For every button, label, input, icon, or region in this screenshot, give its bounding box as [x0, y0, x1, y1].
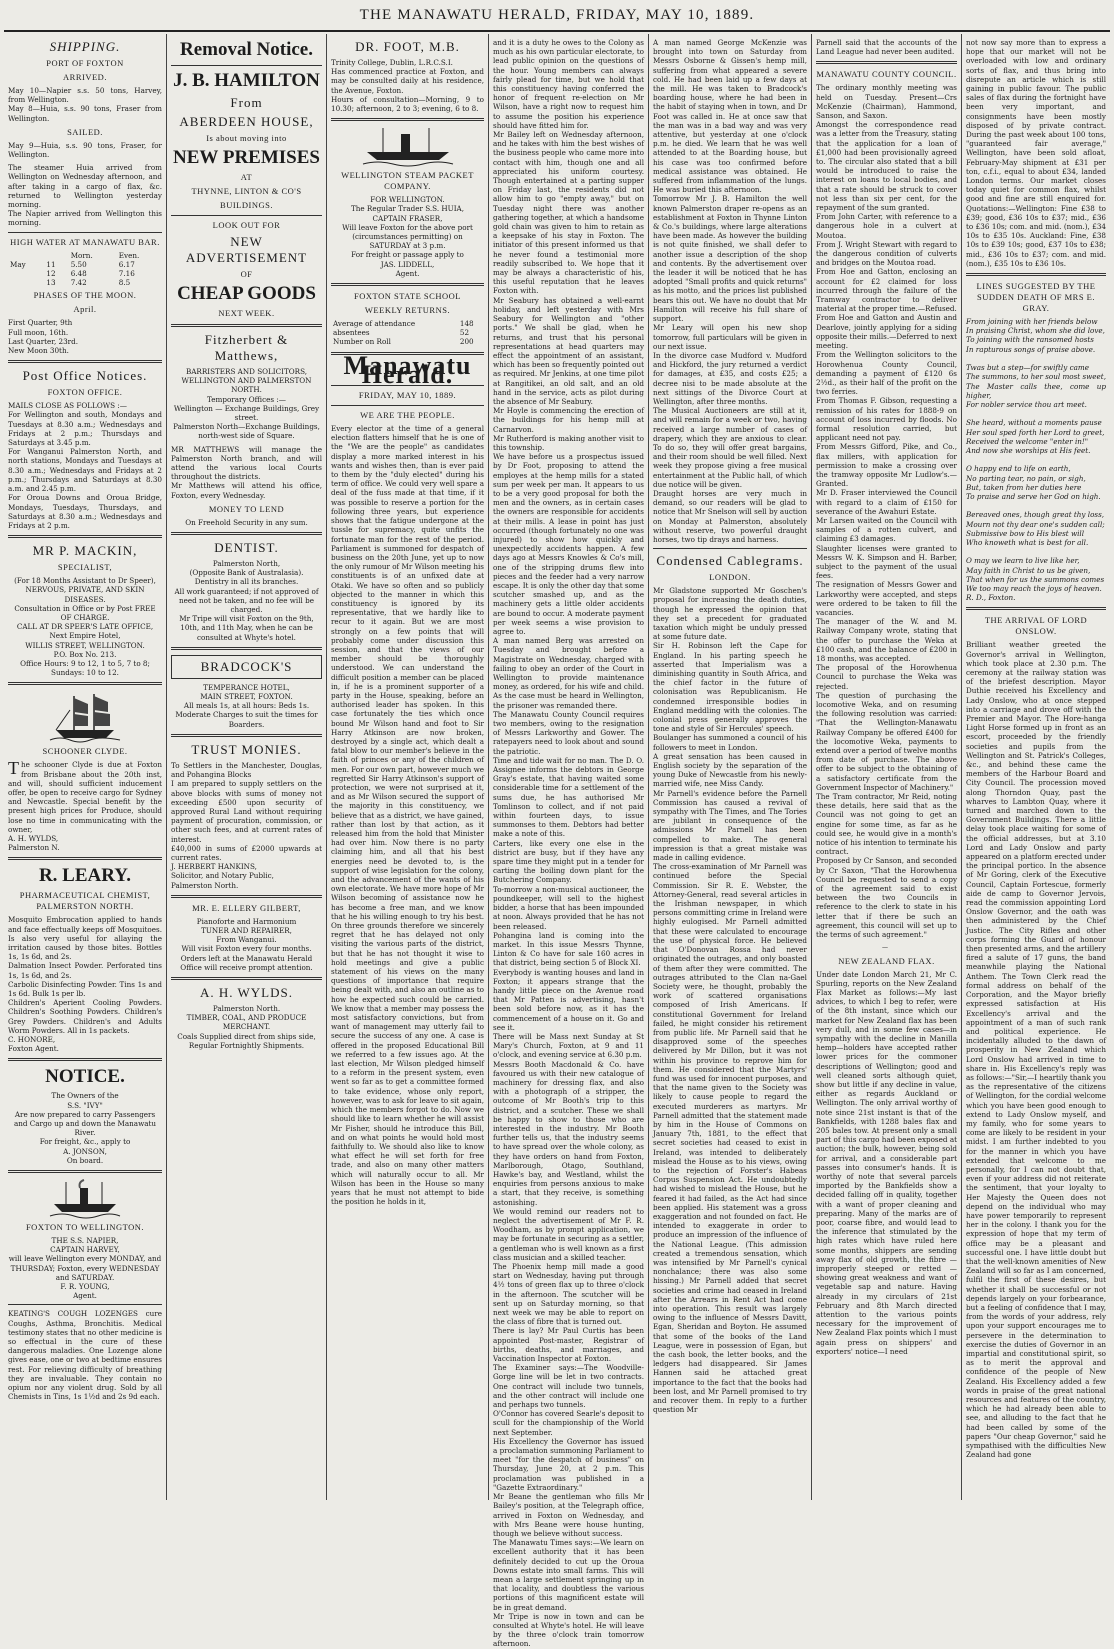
- hw-head: Even.: [118, 250, 140, 260]
- school-returns-table: [331, 319, 484, 347]
- school-row-value: 200: [459, 337, 474, 347]
- dr-foot-heading: DR. FOOT, M.B.: [355, 39, 460, 54]
- flax-heading: NEW ZEALAND FLAX.: [838, 955, 935, 966]
- shipping-heading: SHIPPING.: [49, 39, 121, 54]
- column-7: [962, 34, 1110, 1500]
- from-label: From: [230, 95, 263, 110]
- new-advertisement: NEW ADVERTISEMENT: [185, 234, 308, 265]
- hw-cell: May: [10, 259, 26, 269]
- notice-heading: NOTICE.: [45, 1066, 125, 1088]
- cablegrams-body: Mr Gladstone supported Mr Goschen's proposal for increasing the death duties, though he expressed the opinion that they set a precedent for graduated taxation which might be unduly pressed at some future date. Sir H. Robinson left the Cape for England. In his parting speech he asserted that Imperialism was a diminishing quantity in South Africa, and the chief factor in the future of colonisation was Republicanism. He condemned irresponsible bodies in England meddling with the colonies. The colonial press generally approves the tone and style of Sir Hercules' speech. Boulanger has summoned a council of his followers to meet in London. A great sensation has been caused in English society by the separation of the young Duke of Newcastle from his newly-married wife, nee Miss Candy. Mr Parnell's evidence before the Parnell Commission has caused a revival of sympathy with The Times, and The Tories are jubilant in consequence of the admissions Mr Parnell has been compelled to make. The general impression is that a great mistake was made in calling evidence. The cross-examination of Mr Parnell was continued before the Special Commission. Sir R. E. Webster, the Attorney-General, read several articles in the Irishman newspaper, in which persons committing crime in Ireland were highly eulogised. Mr Parnell admitted that these were calculated to encourage the use of physical force. He believed that O'Donovan Rossa had never originated the outrages, and only boasted of them after they were committed. The outrages attributed to the Clan na-Gael Society were, he thought, probably the work of scattered organisations composed of Irish Americans. If constitutional Government for Ireland failed, he might consider his retirement from public life. Mr Parnell said that he disapproved some of the speeches delivered by Mr Dillon, but it was not within his province to reprove him for them. He considered that the Martyrs' fund was used for innocent purposes, and that the name given to the Society was likely to cause people to regard the executed murderers as martyrs. Mr Parnell admitted that the statement made by him in the House of Commons on January 7th, 1881, to the effect that secret societies had ceased to exist in Ireland, was intended to deliberately mislead the House as to his views, owing to the rejection of Forster's Habeas Corpus Suspension Act. He undoubtedly had wished to mislead the House, but he feared it had failed, as the Act had since been applied. His statement was a gross exaggeration and not founded on fact. He intended to exaggerate in order to produce an impression of the influence of the National League. (This admission created a tremendous sensation, which was intensified by Mr Parnell's cynical nonchalance; there was also some hissing.) Mr Parnell added that secret societies and crime had ceased in Ireland after the Arrears in Rent Act had come into operation. This result was largely owing to the influence of Messrs Davitt, Egan, Sheridan and Boyton. He assumed that some of the books of the Land League, were in possession of Egan, but the cash book, the letter books, and the ledgers had disappeared. Sir James Hannen said he attached great importance to the fact that the books had been lost, and Mr Parnell promised to try and recover them. In reply to a further question Mr: [653, 586, 807, 1415]
- hw-head: [44, 251, 68, 260]
- school-sub: WEEKLY RETURNS.: [364, 305, 451, 316]
- mackin-heading: MR P. MACKIN,: [32, 543, 138, 559]
- paper-nameplate: Manawatu Herald.: [343, 350, 472, 389]
- onslow-heading: THE ARRIVAL OF LORD ONSLOW.: [984, 615, 1088, 637]
- wylds-body: Palmerston North. TIMBER, COAL, AND PRODUCE MERCHANT. Coals Supplied direct from ships side, Regular Fortnightly Shipments.: [177, 1003, 316, 1050]
- sailed-label: SAILED.: [67, 126, 103, 137]
- ship-illustration: [50, 690, 120, 742]
- column-1: [4, 34, 167, 1500]
- leary-heading: R. LEARY.: [38, 865, 132, 887]
- wsp-heading: WELLINGTON STEAM PACKET COMPANY.: [341, 170, 474, 192]
- leary-body: Mosquito Embrocation applied to hands and face effectually keeps off Mosquitoes. Is also very useful for allaying the irritation caused by those bites. Bottles 1s, 1s 6d, and 2s. Dalmation Insect Powder. Perforated tins 1s, 1s 6d, and 2s. Carbolic Disinfecting Powder. Tins 1s and 1s 6d. Bulk 1s per lb. Children's Aperient Cooling Powders. Children's Soothing Powders. Children's Grey Powders. Children's and Adults Worm Powders. All in 1s packets. C. HONORE, Foxton Agent.: [8, 915, 162, 1054]
- napier-heading: FOXTON TO WELLINGTON.: [25, 1222, 145, 1233]
- column-5: [649, 34, 812, 1500]
- editorial-heading: WE ARE THE PEOPLE.: [360, 410, 455, 421]
- money-body: On Freehold Security in any sum.: [185, 517, 308, 527]
- high-water-table: [8, 251, 162, 288]
- hw-cell: 12: [46, 269, 56, 279]
- hw-cell: 7.16: [118, 269, 135, 279]
- post-office-heading: Post Office Notices.: [22, 368, 148, 384]
- wylds-heading: A. H. WYLDS.: [199, 984, 293, 1000]
- local-news-continued: A man named George McKenzie was brought into town on Saturday from Messrs Osborne & Gissen's hemp mill, suffering from what appeared a severe cold. He had been laid up a few days at the mill. He was taken to Bradcock's boarding house, where he had been in the habit of staying when in town, and Dr Foot was called in. He at once saw that the man was in a bad way and was very attentive, but yesterday at one o'clock p.m. he died. We learn that he was well attended to at the Boarding house, but his case was too confirmed before medical assistance was obtained. He suffered from inflammation of the lungs. He was buried this afternoon. Tomorrow Mr J. B. Hamilton the well known Palmerston draper re-opens as an establishment at Foxton in Thynne Linton & Co.'s buildings, where large alterations have been made. As however the building is not quite finished, we shall defer to another issue a description of the shop and contents. By the advertisement over the leader it will be noticed that he has adopted "Small profits and quick returns" as his motto, and the prices list published bears this out. We have no doubt that Mr Hamilton will receive his full share of support. Mr Leary will open his new shop tomorrow, full particulars will be given in our next issue. In the divorce case Mudford v. Mudford and Hickford, the jury returned a verdict for damages, at £35, and costs £25; a decree nisi to be made absolute at the next sittings of the Divorce Court at Wellington, after three months. The Musical Auctioneers are still at it, and will remain for a week or two, having received a large number of cases of drapery, which they are anxious to clear. To do so, they will offer great bargains, and their room should be well filled. Next week they propose giving a free musical entertainment at the Public hall, of which due notice will be given. Draught horses are very much in demand, so our readers will be glad to notice that Mr Snelson will sell by auction on Monday at Palmerston, absolutely without reserve, two powerful draught horses, two tip drays and harness.: [653, 38, 807, 544]
- hw-cell: 7.42: [70, 278, 87, 288]
- moon-heading: PHASES OF THE MOON.: [33, 290, 137, 301]
- trust-body: To Settlers in the Manchester, Douglas, and Pohangina Blocks I am prepared to supply settlers on the above blocks with sums of money not exceeding £500 upon security of approved Rural Land without requiring payment of procuration, commission, or other such fees, and at current rates of interest. £40,000 in sums of £2000 upwards at current rates. J. HERBERT HANKINS, Solicitor, and Notary Public, Palmerston North.: [171, 760, 322, 890]
- dentist-body: Palmerston North, (Opposite Bank of Australasia). Dentistry in all its branches. All work guaranteed; if not approved of need not be taken, and no fee will be charged. Mr Tripe will visit Foxton on the 9th, 10th, and 11th May, when he can be consulted at Whyte's hotel.: [174, 559, 319, 642]
- county-council-body: The ordinary monthly meeting was held on Tuesday. Present—Crs McKenzie (Chairman), Hammond, Sanson, and Saxon. Amongst the correspondence read was a letter from the Treasury, stating that the application for a loan of £1,000 had been provisionally agreed to. The circular also stated that a bill would be introduced to raise the interest on loans to local bodies, and that a rate should be struck to cover not less than six per cent, for the repayment of the sum granted. From John Carter, with reference to a dangerous hole in a culvert at Moutoa. From J. Wright Stewart with regard to the dangerous condition of culverts and bridges on the Moutoa road. From Hoe and Gatton, enclosing an account for £2 claimed for loss incurred through the failure of the Tramway contractor to deliver material at the proper time.—Refused. From Hoe and Gatton and Austin and Dearlove, jointly applying for a siding opposite their mills.—Deferred to next meeting. From the Wellington solicitors to the Horowhenua County Council, demanding a payment of £120 6s 2½d., as their half of the profit on the two ferries. From Thomas F. Gibson, requesting a remission of his rates for 1888-9 on account of loss incurred by floods. No formal resolution carried, but applicant need not pay. From Messrs Gifford, Pike, and Co., flax millers, with application for permission to make a crossing over the tramway opposite Mr Ludlow's.—Granted. Mr D. Fraser interviewed the Council with regard to a claim of £150 for severance of the Awahuri Estate. Mr Larsen waited on the Council with samples of a rotten culvert, and claiming £3 damages. Slaughter licenses were granted to Messrs W. K. Simpson and H. Barber, subject to the payment of the usual fees. The resignation of Messrs Gower and Larkworthy were accepted, and steps were ordered to be taken to fill the vacancies. The manager of the W. and M. Railway Company wrote, stating that the offer to purchase the Weka at £100 cash, and the balance of £200 in 18 months, was accepted. The proposal of the Horowhenua Council to purchase the Weka was rejected. The question of purchasing the locomotive Weka, and on resuming the following resolution was carried: "That the Wellington-Manawatu Railway Company be offered £400 for the locomotive Weka, payments to extend over a period of twelve months from date of purchase. The above offer to be subject to the obtaining of a satisfactory certificate from the Government Inspector of Machinery." The Tram contractor, Mr Reid, noting these details, here said that as the Council was not going to get an engine for some time, as far as he could see, he would give in a month's notice of his intention to terminate his contract. Proposed by Cr Sanson, and seconded by Cr Saxon, "That the Horowhenua Council be requested to send a copy of the agreement said to exist between the two Councils in reference to the clerk to state in his letter that if there be such an agreement, this council will set up to the terms of such agreement.": [816, 83, 957, 940]
- school-heading: FOXTON STATE SCHOOL: [354, 291, 461, 302]
- hw-head: [8, 251, 44, 260]
- wsp-body: FOR WELLINGTON. The Regular Trader S.S. HUIA, CAPTAIN FRASER, Will leave Foxton for the above port (circumstances permitting) on SATURDAY at 3 p.m. For freight or passage apply to JAS. LIDDELL, Agent.: [342, 195, 473, 278]
- buildings-label: BUILDINGS.: [220, 200, 273, 210]
- bradcock-body: TEMPERANCE HOTEL, MAIN STREET, FOXTON. All meals 1s, at all hours: Beds 1s. Moderate Charges to suit the times for Boarders.: [175, 682, 318, 729]
- hw-cell: [8, 278, 44, 287]
- post-office-body: MAILS CLOSE AS FOLLOWS :— For Wellington and south, Mondays and Tuesdays at 8.30 a.m.; Wednesdays and Fridays at 2 p.m.; Thursdays and Saturdays at 3.45 p.m. For Wanganui Palmerston North, and north stations, Mondays and Tuesdays at 8.30 a.m.; Wednesdays and Fridays at 2 p.m.; Thursdays and Saturdays at 8.30 a.m. and 2.45 p.m. For Oroua Downs and Oroua Bridge, Mondays, Tuesdays, Thursdays, and Saturdays at 8.30 a.m.; Wednesdays and Fridays at 2 p.m.: [8, 401, 162, 530]
- keating-ad: KEATING'S COUGH LOZENGES cure Coughs, Asthma, Bronchitis. Medical testimony states that no other medicine is so effectual in the cure of these dangerous maladies. One Lozenge alone gives ease, one or two at bedtime ensures rest. For relieving difficulty of breathing they are invaluable. They contain no opium nor any violent drug. Sold by all Chemists in Tins, 1s 1½d and 2s 9d each.: [8, 1309, 162, 1402]
- flax-continued: not now say more than to express a hope that our market will not be overloaded with low and ordinary sorts of flax, and thus bring into disrepute an article which is still gaining in public favour. The public sales of flax during the fortnight have been very important, and consignments have been mostly disposed of by private contract. During the past week about 100 tons, "guaranteed fair average," Wellington, have been sold afloat, February-May shipment at £31 per ton, c.f.i., equal to about £34, landed London terms. Our market closes today quiet for common flax, whilst good and fine are still enquired for. Quotations:—Wellington: Fine £38 to £39; good, £36 10s to £37; mid., £36 to £36 10s; com. and mid. (nom.), £34 10s to £35 10s. Auckland: Fine, £38 10s to £39 10s; good, £37 10s to £38; mid., £36 10s to £37; com. and mid. (nom.), £35 10s to £36 10s.: [966, 38, 1106, 268]
- cablegrams-tail: Parnell said that the accounts of the Land League had never been audited.: [816, 38, 957, 57]
- of-label: OF: [240, 269, 253, 279]
- fitzherbert-heading: Fitzherbert & Matthews,: [204, 332, 289, 363]
- notice-body: The Owners of the S.S. "IVY" Are now prepared to carry Passengers and Cargo up and down the Manawatu River. For freight, &c., apply to A. JONSON, On board.: [13, 1091, 157, 1165]
- school-row-label: absentees: [333, 328, 370, 338]
- hamilton-name: J. B. HAMILTON: [173, 70, 320, 91]
- port-heading: PORT OF FOXTON: [46, 58, 124, 68]
- trust-heading: TRUST MONIES.: [191, 741, 302, 757]
- schooner-body: The schooner Clyde is due at Foxton from Brisbane about the 20th inst, and will, should sufficient inducement offer, be open to receive cargo for Sydney and Newcastle. Special benefit by the present high prices for Produce, should lose no time in communicating with the owner, A. H. WYLDS, Palmerston N.: [8, 758, 162, 853]
- steamer-illustration: [50, 1178, 120, 1218]
- napier-body: THE S.S. NAPIER, CAPTAIN HARVEY, will leave Wellington every MONDAY, and THURSDAY; Foxton, every WEDNESDAY and SATURDAY. F. R. YOUNG, Agent.: [8, 1236, 162, 1301]
- steamer-note: The steamer Huia arrived from Wellington on Wednesday afternoon, and after taking in a cargo of flax, &c. returned to Wellington yesterday morning. The Napier arrived from Wellington this morning.: [8, 163, 162, 228]
- hw-cell: 13: [46, 278, 56, 288]
- cablegrams-place: LONDON.: [709, 572, 751, 583]
- next-week: NEXT WEEK.: [218, 308, 275, 318]
- moon-month: April.: [73, 304, 97, 315]
- schooner-heading: SCHOONER CLYDE.: [42, 746, 128, 757]
- gilbert-body: Pianoforte and Harmonium TUNER AND REPAIRER, From Wanganui. Will visit Foxton every four months. Orders left at the Manawatu Herald Office will receive prompt attention.: [180, 916, 313, 972]
- sailed-list: May 9—Huia, s.s. 90 tons, Fraser, for Wellington.: [8, 140, 162, 160]
- lookout-label: LOOK OUT FOR: [212, 220, 281, 230]
- school-row-value: 148: [459, 319, 474, 329]
- hw-head: Morn.: [70, 250, 93, 260]
- column-6: Parnell said that the accounts of the Land League had never been audited. MANAWATU COUNTY COUNCIL. The ordinary monthly meeting was held on Tuesday. Present—Crs McKenzie (Chairman), Hammond, Sanson, and Saxon. Amongst the correspondence read was a letter from the Treasury, stating that the application for a loan of £1,000 had been provisionally agreed to. The circular also stated that a bill would be introduced to raise the interest on loans to local bodies, and that a rate should be struck to cover not less than six per cent, for the repayment of the sum granted. From John Carter, with reference to a dangerous hole in a culvert at Moutoa. From J. Wright Stewart with regard to the dangerous condition of culverts and bridges on the Moutoa road. From Hoe and Gatton, enclosing an account for £2 claimed for loss incurred through the failure of the Tramway contractor to deliver material at the proper time.—Refused. From Hoe and Gatton and Austin and Dearlove, jointly applying for a siding opposite their mills.—Deferred to next meeting. From the Wellington solicitors to the Horowhenua County Council, demanding a payment of £120 6s 2½d., as their half of the profit on the two ferries. From Thomas F. Gibson, requesting a remission of his rates for 1888-9 on account of loss incurred by floods. No formal resolution carried, but applicant need not pay. From Messrs Gifford, Pike, and Co., flax millers, with application for permission to make a crossing over the tramway opposite Mr Ludlow's.—Granted. Mr D. Fraser interviewed the Council with regard to a claim of £150 for severance of the Awahuri Estate. Mr Larsen waited on the Council with samples of a rotten culvert, and claiming £3 damages. Slaughter licenses were granted to Messrs W. K. Simpson and H. Barber, subject to the payment of the usual fees. The resignation of Messrs Gower and Larkworthy were accepted, and steps were ordered to be taken to fill the vacancies. The manager of the W. and M. Railway Company wrote, stating that the offer to purchase the Weka at £100 cash, and the balance of £200 in 18 months, was accepted. The proposal of the Horowhenua Council to purchase the Weka was rejected. The question of purchasing the locomotive Weka, and on resuming the following resolution was carried: "That the Wellington-Manawatu Railway Company be offered £400 for the locomotive Weka, payments to extend over a period of twelve months from date of purchase. The above offer to be subject to the obtaining of a satisfactory certificate from the Government Inspector of Machinery." The Tram contractor, Mr Reid, noting these details, here said that as the Council was not going to get an engine for some time, as far as he could see, he would give in a month's notice of his intention to terminate his contract. Proposed by Cr Sanson, and seconded by Cr Saxon, "That the Horowhenua Council be requested to send a copy of the agreement said to exist between the two Councils in reference to the clerk to state in his letter that if there be such an agreement, this council will set up to the terms of such agreement." — NEW ZEALAND FLAX. Under date London March 21, Mr C. Spurling, reports on the New Zealand Flax Market as follows:—My last advices, to which I beg to refer, were of the 8th instant, since which our market for New Zealand flax has been very dull, and in some few cases—in sympathy with the decline in Manilla hemp—holders have accepted rather lower prices for the commoner descriptions of Wellington; good and well cleaned sorts although quiet, show but little if any decline in value, either as regards Auckland or Wellington. The only arrival worthy of note since 21st instant is that of the Bankfields, with 1288 bales flax and 205 bales tow. At present only a small part of this cargo had been exposed at auction; the bulk, however, being sold for arrival, and a considerable part passes into consumer's hands. It is worthy of note that several parcels imported by the Bankfields show a decided falling off in quality, together with a want of proper cleaning and preparing. Many of the marks are of poor, coarse fibre, and would lead to the inference that stimulated by the high rates which have ruled here some months, shippers are sending away flax of old growth, the fibre — improperly steeped or retted — showing great weakness and want of vegetable sap and nature. Having already in my circulars of 21st February and 8th March directed attention to the various points necessary for the improvement of New Zealand Flax points which I must again press on shippers' and exporters' notice—I need: [812, 34, 962, 1500]
- county-council-heading: MANAWATU COUNTY COUNCIL.: [816, 69, 957, 80]
- column-2: [167, 34, 327, 1500]
- arrived-list: May 10—Napier s.s. 50 tons, Harvey, from Wellington. May 8—Huia, s.s. 90 tons, Fraser from Wellington.: [8, 86, 162, 123]
- column-3: [327, 34, 489, 1500]
- moving-label: Is about moving into: [206, 133, 287, 143]
- bradcock-heading: BRADCOCK'S: [171, 655, 322, 679]
- hw-cell: [8, 269, 44, 278]
- steam-packet-illustration: [363, 126, 453, 166]
- new-premises: NEW PREMISES: [173, 147, 320, 168]
- leary-sub: PHARMACEUTICAL CHEMIST, PALMERSTON NORTH.: [19, 890, 151, 912]
- cheap-goods: CHEAP GOODS: [177, 283, 316, 304]
- mackin-sub: SPECIALIST,: [57, 562, 113, 573]
- poem-heading: LINES SUGGESTED BY THE SUDDEN DEATH OF MRS E. GRAY.: [976, 281, 1096, 314]
- moon-phases: First Quarter, 9th Full moon, 16th. Last Quarter, 23rd. New Moon 30th.: [8, 318, 78, 356]
- school-row-value: 52: [459, 328, 470, 338]
- cablegrams-heading: Condensed Cablegrams.: [656, 553, 804, 569]
- hw-cell: 6.48: [70, 269, 87, 279]
- aberdeen-house: ABERDEEN HOUSE,: [179, 114, 314, 129]
- money-heading: MONEY TO LEND: [208, 503, 285, 514]
- removal-heading: Removal Notice.: [180, 39, 313, 60]
- hw-cell: 6.17: [118, 259, 135, 269]
- hw-cell: 5.50: [70, 259, 87, 269]
- editorial-body: Every elector at the time of a general election flatters himself that he is one of the "We are the people" as candidates display a more marked interest in his wants and wishes then, than is ever paid to them by the "duly elected" during his term of office. We could very well spare a deal of the fuss made at that time, if it was possible to reserve a portion for the following three years, but experience shows that the fatigue undergone at the tussle for supremacy, quite unfits the fortunate man for the rest of the period. Parliament is summoned for despatch of business on the 20th June, yet up to now the only rumour of Mr Wilson meeting his constituents is of an unfixed date at Otaki. We have so often and so publicly objected to the manner in which this constituency is ignored by its representative, that we hardly like to recur to it again. But we are most strongly on a few points that will probably come under discussion this session, and that the views of our member should be thoroughly understood. We can understand the difficult position a member can be placed in, if he is a prominent supporter of a party in the House, speaking, before an authorised leader has spoken. In this case fortunately the ties which once bound Mr Wilson hand and foot to Sir Harry Atkinson are now broken, destroyed by a single act, which dealt a fatal blow to our member's believe in the faith of princes or any of the children of men. For our own part, however much we regretted Sir Harry Atkinson's support of protection, we were not surprised at it, and as Mr Wilson secured the support of the majority in this constituency, we believe that as a district, we have gained, rather than lost by that action, as it released him from the hold that Minister had over him. Now there is no party claiming him, and all that his best energies need be devoted to, is the support of wise legislation for the colony, and the advancement of the wants of his own electorate. We have more hope of Mr Wilson becoming of assistance now he has become a free man, and we know that he his willing enough to try his best. On three grounds therefore we sincerely regret that he has delayed not only visiting the various parts of the district, but that he has not thought it wise to hold meetings and give a public statement of his views on the many questions of importance that require being dealt with, and also an outline as to how he expected such could be carried. We know that a member may possess the most satisfactory convictions, but from want of management may utterly fail to secure the success of any one. A case is offered in the proposed Educational Bill we referred to a few issues ago. At the last election, Mr Wilson pledged himself to a reform in the present system, even went so far as to get a committee formed to take evidence, whose only report, however, was to ask for leave to sit again, which the members forgot to do. Now we should like to learn whether he will assist Mr Fisher, should he introduce this Bill, and on what points he would hold most faithfully to. We should also like to know what effect he will set forth for free trade, and also on many other matters which will naturally occur to all. Mr Wilson has been in the House so many years that he must not attempt to bide the position he holds in it,: [331, 424, 485, 1207]
- thynne-label: THYNNE, LINTON & CO'S: [191, 186, 302, 196]
- mackin-body: (For 18 Months Assistant to Dr Speer), NERVOUS, PRIVATE, AND SKIN DISEASES. Consultation in Office or by Post FREE OF CHARGE. CALL AT DR SPEER'S LATE OFFICE, Next Empire Hotel, WILLIS STREET, WELLINGTON. P.O. Box No. 213. Office Hours: 9 to 12, 1 to 5, 7 to 8; Sundays: 10 to 12.: [14, 576, 156, 678]
- post-office-sub: FOXTON OFFICE.: [47, 387, 123, 398]
- local-news: and it is a duty he owes to the Colony as much as his own particular electorate, to lead public opinion on the questions of the hour. Young members can always fairly plead for time, but we hold that this constituency having conferred the honor of frequent re-election on Mr Wilson, have a right now to request him to assume the position his experience should have fitted him for. Mr Bailey left on Wednesday afternoon, and he takes with him the best wishes of the business people who came more into contact with him, though one and all appreciated his uniform courtesy. Though entertained at a parting supper on Friday last, the residents did not allow him to go "empty away," but on Tuesday night there was another gathering together, at which a handsome gold chain was given to him to retain as a keepsake of his stay in Foxton. The initiator of this present informed us that he never found a testimonial more readily subscribed to. We hope that it may be always a characteristic of his, this useful reputation that he leaves Foxton with. Mr Seabury has obtained a well-earnt holiday, and left yesterday with Mrs Seabury for Wellington and "other ports." We shall be glad, when he returns, and trust that his personal representations at head quarters may effect the appointment of an assistant, which has been so frequently pointed out as required. Mr Jenkins, at one time pilot at Rangitikei, an old salt, and an old hand in the service, acts as pilot during the absence of Mr Seabury. Mr Hoyle is commencing the erection of the buildings for his hemp mill at Carnarvon. Mr Rutherford is making another visit to this township. We have before us a prospectus issued by Dr Foot, proposing to attend the employes at the hemp mills for a stated sum per week per man. It appears to us to be a very good proposal for both the men and the owners, as in certain cases the owners are responsible for accidents at their mills. A lease in point has just occurred (though fortunately no one was injured) to show how quickly and unexpectedly accidents happen. A few days ago at Messrs Knowles & Co's mill, one of the stripping drums flew into pieces and the feeder had a very narrow escape. It is only the other day that some scutcher smashed up, and as the machinery gets a little older accidents are bound to occur. A moderate payment per week seems a wise provision to agree to. A man named Berg was arrested on Tuesday and brought before a Magistrate on Wednesday, charged with failing to obey an order of the Court in Wellington to provide maintenance money, as ordered, for his wife and child. As the case must be heard in Wellington, the prisoner was remanded there. The Manawatu County Council requires two members, owing to the resignation of Messrs Larkworthy and Gower. The ratepayers need to look about and sound the patriotic. Time and tide wait for no man. The D. O. Assignee informs the debtors in George Gray's estate, that having waited some considerable time for a settlement of the sums due, he has authorised Mr Tomlinson to collect, and if not paid within fourteen days, to issue summonses to them. Debtors had better make a note of this. Carters, like every one else in the district are busy, but if they have any spare time they might put in a tender for carting the boiling down plant for the Butchering Company. To-morrow a non-musical auctioneer, the poundkeeper, will sell to the highest bidder, a horse that has been impounded at noon. Always provided that he has not been released. Pohangina land is coming into the market. In this issue Messrs Thynne, Linton & Co have for sale 160 acres in that district, being section 5 of Block XI. Everybody is wanting houses and land in Foxton; it appears strange that the handy little piece on the Avenue road that Mr Patten is advertising, hasn't been sold before now, as it has the commencement of a house on it. Go and see it. There will be Mass next Sunday at St Mary's Church, Foxton, at 9 and 11 o'clock, and evening service at 6.30 p.m. Messrs Booth Macdonald & Co. have favoured us with their new catalogue of machinery for dressing flax, and also with a photograph of a stripper, the outcome of Mr Booth's trip to this district, and a scutcher. These we shall be happy to show to those who are interested in the industry. Mr Booth further tells us, that the industry seems to have spread over the whole colony, as they have orders on hand from Foxton, Marlborough, Otago, Southland, Hawke's bay, and Westland, whilst the enquiries from persons anxious to make a start, that they receive, is something astonishing. We would remind our readers not to neglect the advertisement of Mr F. R. Woodham, as by prompt application, we may be fortunate in securing as a settler, a gentleman who is well known as a first class musician and a skilled teacher. The Phoenix hemp mill made a good start on Wednesday, having put through 4½ tons of green flax up to three o'clock in the afternoon. The scutcher will be sent up on Saturday morning, so that next week we may be able to report on the class of fibre that is turned out. There is lay? Mr Paul Curtis has been appointed Post-master, Registrar of births, deaths, and marriages, and Vaccination Inspector at Foxton. The Examiner says:—The Woodville-Gorge line will be let in two contracts. One contract will include two tunnels, and the other contract will include one and perhaps two tunnels. O'Connor has covered Searle's deposit to scull for the championship of the World next September. His Excellency the Governor has issued a proclamation summoning Parliament to meet "for the despatch of business" on Thursday, June 20, at 2 p.m. This proclamation was published in a "Gazette Extraordinary." Mr Beane the gentleman who fills Mr Bailey's position, at the Telegraph office, arrived in Foxton on Wednesday, and with Mrs Beane were house hunting, though we believe without success. The Manawatu Times says:—We learn on excellent authority that it has been definitely decided to cut up the Oroua Downs estate into small farms. This will mean a large settlement springing up in that locality, and doubtless the various portions of this magnificent estate will be in great demand. Mr Tripe is now in town and can be consulted at Whyte's hotel. He will leave by the three o'clock train tomorrow afternoon.: [493, 38, 644, 1649]
- onslow-body: Brilliant weather greeted the Governor's arrival in Wellington, which took place at 2.30 p.m. The ceremony at the railway station was of the briefest description. Mayor Duthie received his Excellency and Lady Onslow, who at once stepped into a carriage and drove off with the Premier and Mayor. The Hore-hanga Light Horse formed up in front as an escort, proceeded by the friendly societies and pupils from the Wellington and St. Patrick's Colleges, &c., and behind these came the members of the Harbour Board and City Council. The procession moved along Thorndon Quay, past the wharves to Lambton Quay, where it turned and marched down to the Government Buildings. There a little delay took place waiting for some of the official addresses, but at 3.10 Lord and Lady Onslow and party appeared on a platform erected under the principal portico. In the absence of Mr Goring, clerk of the Executive Council, Captain Fortescue, formerly aide de camp to Governor Jervois, read the commission appointing Lord Onslow Governor, and the oath was then administered by the Chief Justice. The City Rifles and other corps forming the Guard of honour then presented arms, and the artillery fired a salute of 17 guns, the band meanwhile playing the National Anthem. The Town Clerk read the formal address on behalf of the Corporation, and the Mayor briefly expressed satisfaction at His Excellency's arrival and the appointment of a man of such rank and political experience. He incidentally alluded to the dawn of prosperity in New Zealand which Lord Onslow had arrived in time to share in. His Excellency's reply was as follows:—"Sir,—I heartily thank you as the representative of the citizens of Wellington, for the cordial welcome which you have been good enough to extend to Lady Onslow myself, and my family, who for some years to come are likely to be resident in your midst. I am further indebted to you for the manner in which you have extended that welcome to me personally, for I can not doubt that, even if your address did not reiterate the sentiment, that your loyalty to Her Majesty the Queen does not depend on the individual who may have power temporarily to represent her in the colony. I thank you for the expression of hope that my term of office may be a pleasant and successful one. I have little doubt but that the well-known amenities of New Zealand will so far as I am concerned, fulfil the first of these desires, but whether it shall be successful or not depends largely on your forbearance, but a feeling of confidence that I may, from the words of your address, rely upon your support encourages me to persevere in the determination to exercise the duties of Governor in an impartial and constitutional spirit, so as to merit the approval and confidence of the people of New Zealand. His Excellency added a few words in praise of the great national resources and features of the country, which he had already been able to see, and alluding to the fact that he had been called by some of the papers "Our cheap Governor," said he sympathised with the difficulties New Zealand had gone: [966, 640, 1106, 1460]
- hw-cell: 8.5: [118, 278, 131, 288]
- gilbert-heading: MR. E. ELLERY GILBERT,: [192, 902, 301, 913]
- column-4: [489, 34, 649, 1649]
- fitzherbert-body: BARRISTERS AND SOLICITORS, WELLINGTON AND PALMERSTON NORTH. Temporary Offices :— Wellington — Exchange Buildings, Grey street. Palmerston North—Exchange Buildings, north-west side of Square.: [173, 367, 320, 441]
- dr-foot-body: Trinity College, Dublin, L.R.C.S.I. Has commenced practice at Foxton, and may be consulted daily at his residence, the Avenue, Foxton. Hours of consultation—Morning, 9 to 10.30; afternoon, 2 to 3; evening, 6 to 8.: [331, 58, 484, 114]
- school-row-label: Average of attendance: [333, 319, 416, 329]
- at-label: AT: [240, 172, 253, 182]
- hw-cell: 11: [46, 259, 56, 269]
- masthead: THE MANAWATU HERALD, FRIDAY, MAY 10, 1889.: [4, 0, 1110, 32]
- dateline: FRIDAY, MAY 10, 1889.: [358, 390, 457, 401]
- flax-body: Under date London March 21, Mr C. Spurling, reports on the New Zealand Flax Market as follows:—My last advices, to which I beg to refer, were of the 8th instant, since which our market for New Zealand flax has been very dull, and in some few cases—in sympathy with the decline in Manilla hemp—holders have accepted rather lower prices for the commoner descriptions of Wellington; good and well cleaned sorts although quiet, show but little if any decline in value, either as regards Auckland or Wellington. The only arrival worthy of note since 21st instant is that of the Bankfields, with 1288 bales flax and 205 bales tow. At present only a small part of this cargo had been exposed at auction; the bulk, however, being sold for arrival, and a considerable part passes into consumer's hands. It is worthy of note that several parcels imported by the Bankfields show a decided falling off in quality, together with a want of proper cleaning and preparing. Many of the marks are of poor, coarse fibre, and would lead to the inference that stimulated by the high rates which have ruled here some months, shippers are sending away flax of old growth, the fibre — improperly steeped or retted — showing great weakness and want of vegetable sap and nature. Having already in my circulars of 21st February and 8th March directed attention to the various points necessary for the improvement of New Zealand Flax points which I must again press on shippers' and exporters' notice—I need: [816, 969, 957, 1356]
- poem-body: From joining with her friends below In praising Christ, whom she did love, To joining with the ransomed hosts In rapturous songs of praise above. Twas but a step—for swiftly came The summons, to her soul most sweet, The Master calls thee, come up higher, For nobler service thou art meet. She heard, without a moments pause Her soul sped forth her Lord to greet, Received the welcome "enter in!" And now she worships at His feet. O happy end to life on earth, No parting tear, no pain, or sigh, But, taken from her duties here To praise and serve her God on high. Bereaved ones, though great thy loss, Mourn not thy dear one's sudden call; Submissive bow to His blest will Who knoweth what is best for all. O may we learn to live like her, May faith in Christ to us be given, That when for us the summons comes We too may reach the joys of heaven. R. D., Foxton.: [966, 317, 1106, 603]
- high-water-heading: HIGH WATER AT MANAWATU BAR.: [10, 236, 160, 247]
- dentist-heading: DENTIST.: [214, 540, 279, 556]
- matthews-body: MR MATTHEWS will manage the Palmerston North branch, and will attend the various local Courts throughout the districts. Mr Matthews will attend his office, Foxton, every Wednesday.: [171, 444, 322, 500]
- school-row-label: Number on Roll: [333, 337, 391, 347]
- arrived-label: ARRIVED.: [63, 72, 107, 82]
